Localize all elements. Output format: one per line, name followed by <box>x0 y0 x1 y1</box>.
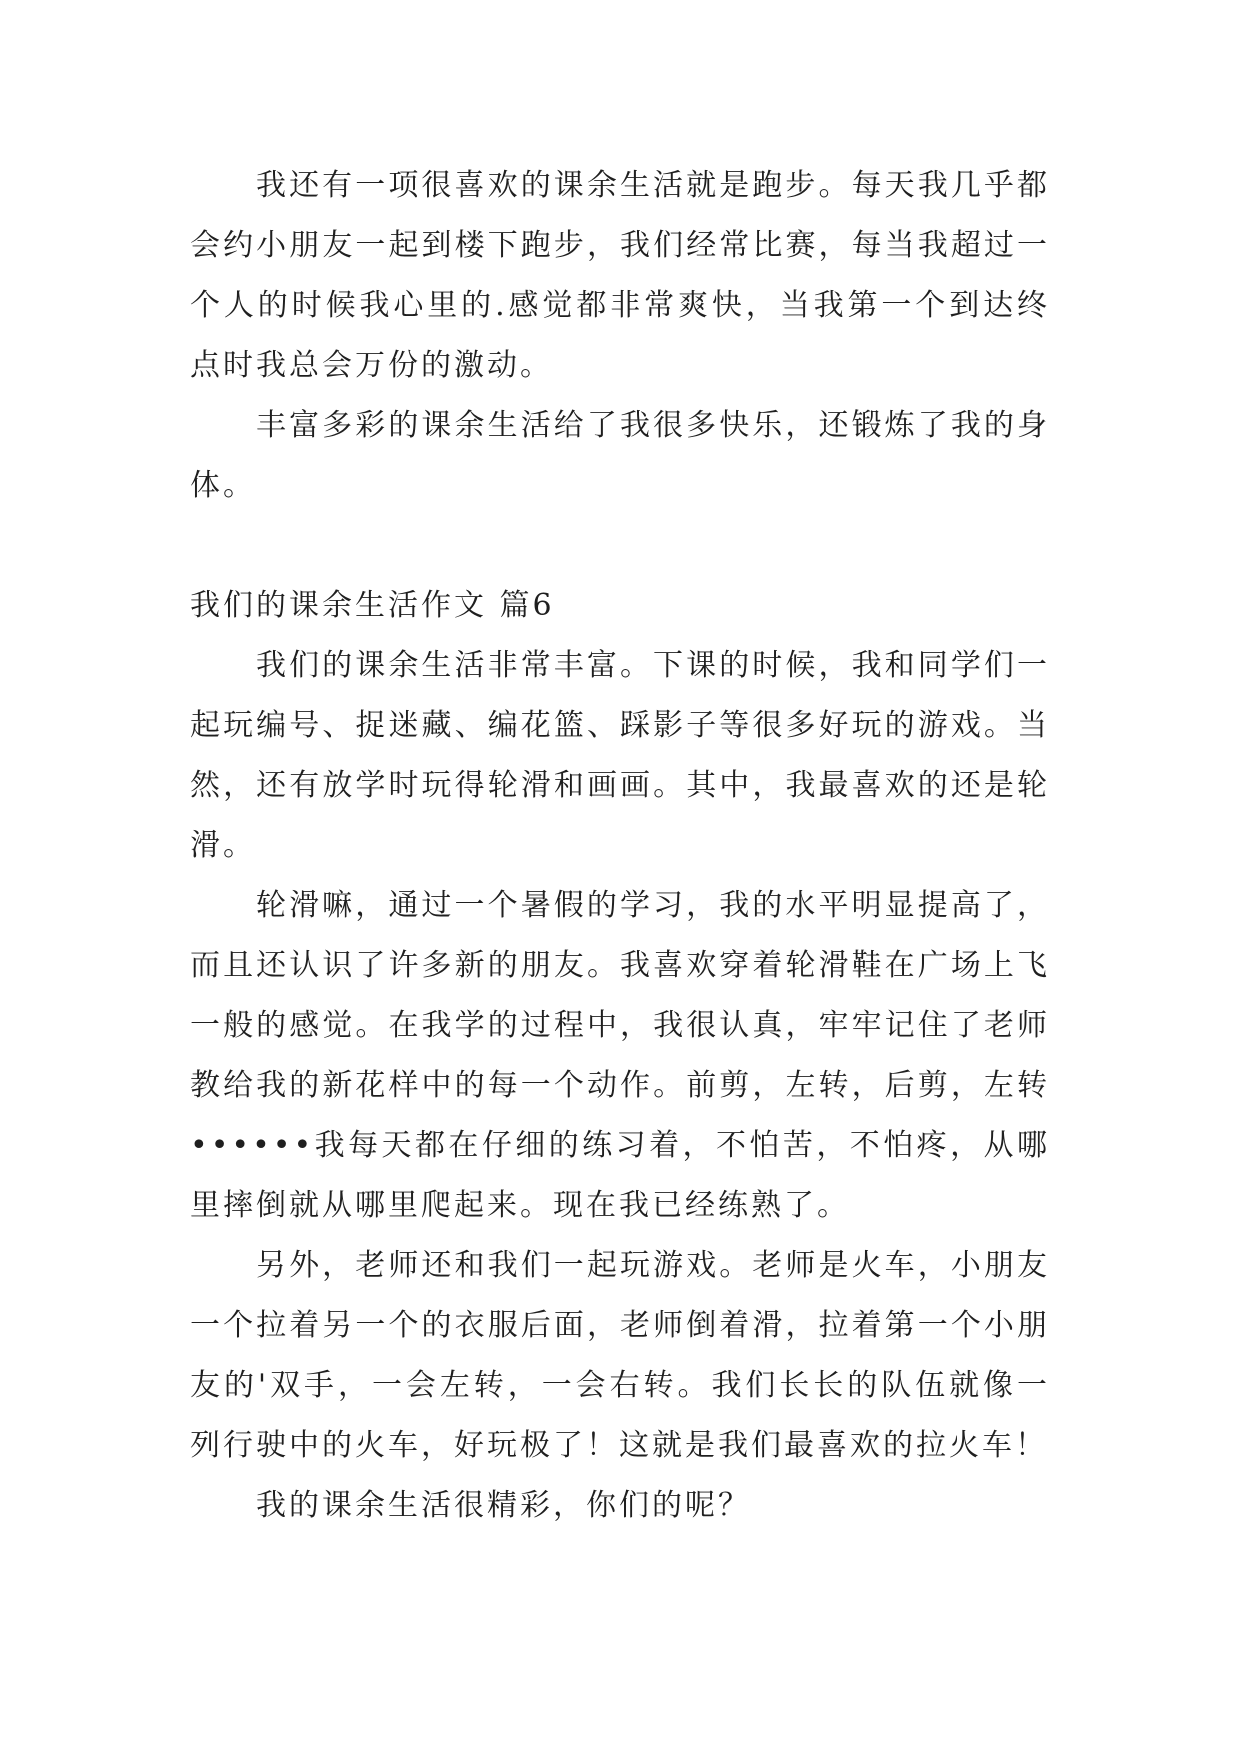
paragraph: 我还有一项很喜欢的课余生活就是跑步。每天我几乎都会约小朋友一起到楼下跑步，我们经常比赛，每当我超过一个人的时候我心里的.感觉都非常爽快，当我第一个到达终点时我总会万份的激动。 <box>190 168 1050 383</box>
paragraph: 我的课余生活很精彩，你们的呢？ <box>256 1488 751 1523</box>
section-spacer <box>190 516 1050 576</box>
document-body <box>190 156 1050 1536</box>
section-heading: 我们的课余生活作文 篇6 <box>190 588 555 623</box>
paragraph: 另外，老师还和我们一起玩游戏。老师是火车，小朋友一个拉着另一个的衣服后面，老师倒着滑，拉着第一个小朋友的'双手，一会左转，一会右转。我们长长的队伍就像一列行驶中的火车，好玩极了！这就是我们最喜欢的拉火车！ <box>190 1248 1050 1463</box>
paragraph: 我们的课余生活非常丰富。下课的时候，我和同学们一起玩编号、捉迷藏、编花篮、踩影子等很多好玩的游戏。当然，还有放学时玩得轮滑和画画。其中，我最喜欢的还是轮滑。 <box>190 648 1050 863</box>
paragraph: 丰富多彩的课余生活给了我很多快乐，还锻炼了我的身体。 <box>190 408 1050 503</box>
paragraph: 轮滑嘛，通过一个暑假的学习，我的水平明显提高了，而且还认识了许多新的朋友。我喜欢穿着轮滑鞋在广场上飞一般的感觉。在我学的过程中，我很认真，牢牢记住了老师教给我的新花样中的每一个动作。前剪，左转，后剪，左转••••••我每天都在仔细的练习着，不怕苦，不怕疼，从哪里摔倒就从哪里爬起来。现在我已经练熟了。 <box>190 888 1050 1223</box>
